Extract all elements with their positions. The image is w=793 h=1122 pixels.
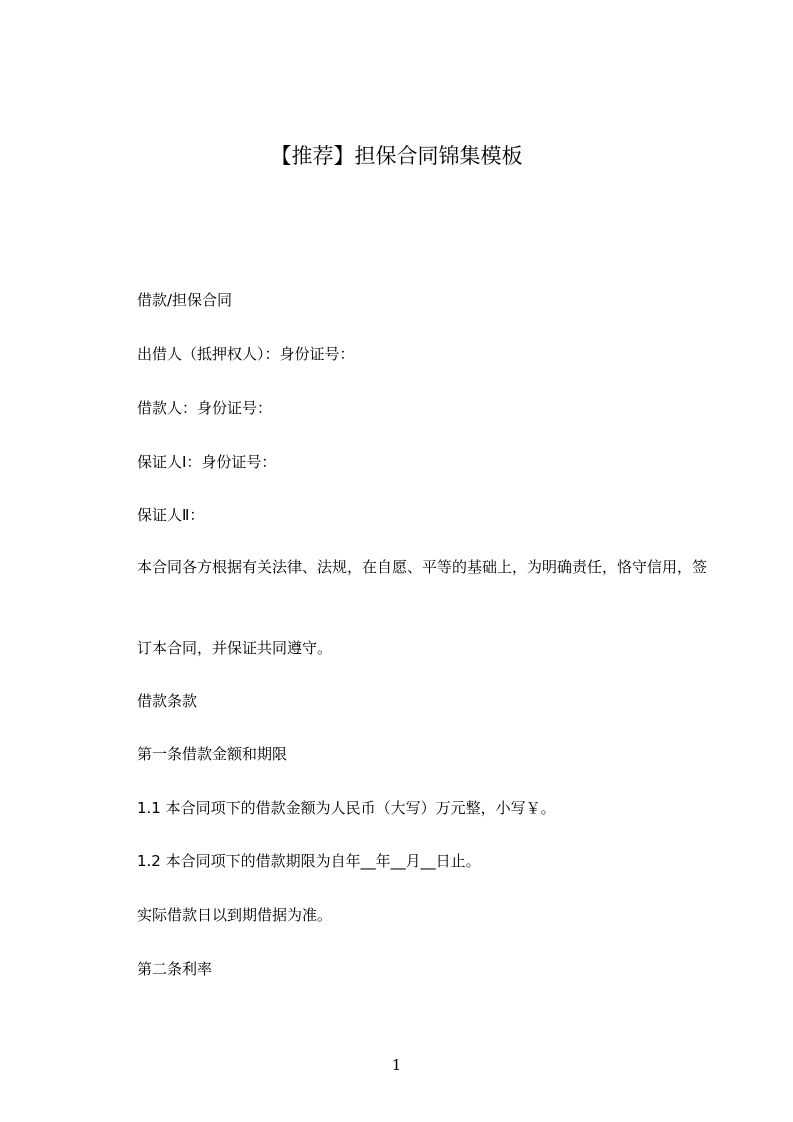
document-title: 【推荐】担保合同锦集模板: [270, 144, 523, 168]
paragraph-guarantor-1: 保证人Ⅰ：身份证号：: [137, 453, 277, 471]
clause-1-2: 1.2 本合同项下的借款期限为自年__年__月__日止。: [137, 852, 481, 870]
paragraph-actual-loan-date: 实际借款日以到期借据为准。: [137, 906, 333, 924]
article-heading-2: 第二条利率: [137, 960, 213, 978]
article-heading-1: 第一条借款金额和期限: [137, 745, 288, 763]
paragraph-preamble: 本合同各方根据有关法律、法规，在自愿、平等的基础上，为明确责任，恪守信用，签: [137, 558, 708, 576]
page-number: 1: [391, 1056, 402, 1074]
paragraph-guarantor-2: 保证人Ⅱ：: [137, 506, 205, 524]
paragraph-preamble-continued: 订本合同，并保证共同遵守。: [137, 639, 333, 657]
paragraph-contract-type: 借款/担保合同: [137, 291, 233, 309]
paragraph-borrower: 借款人：身份证号：: [137, 399, 273, 417]
clause-1-1: 1.1 本合同项下的借款金额为人民币（大写）万元整，小写￥。: [137, 799, 556, 817]
section-heading-loan-terms: 借款条款: [137, 692, 198, 710]
paragraph-lender: 出借人（抵押权人）：身份证号：: [137, 345, 355, 363]
